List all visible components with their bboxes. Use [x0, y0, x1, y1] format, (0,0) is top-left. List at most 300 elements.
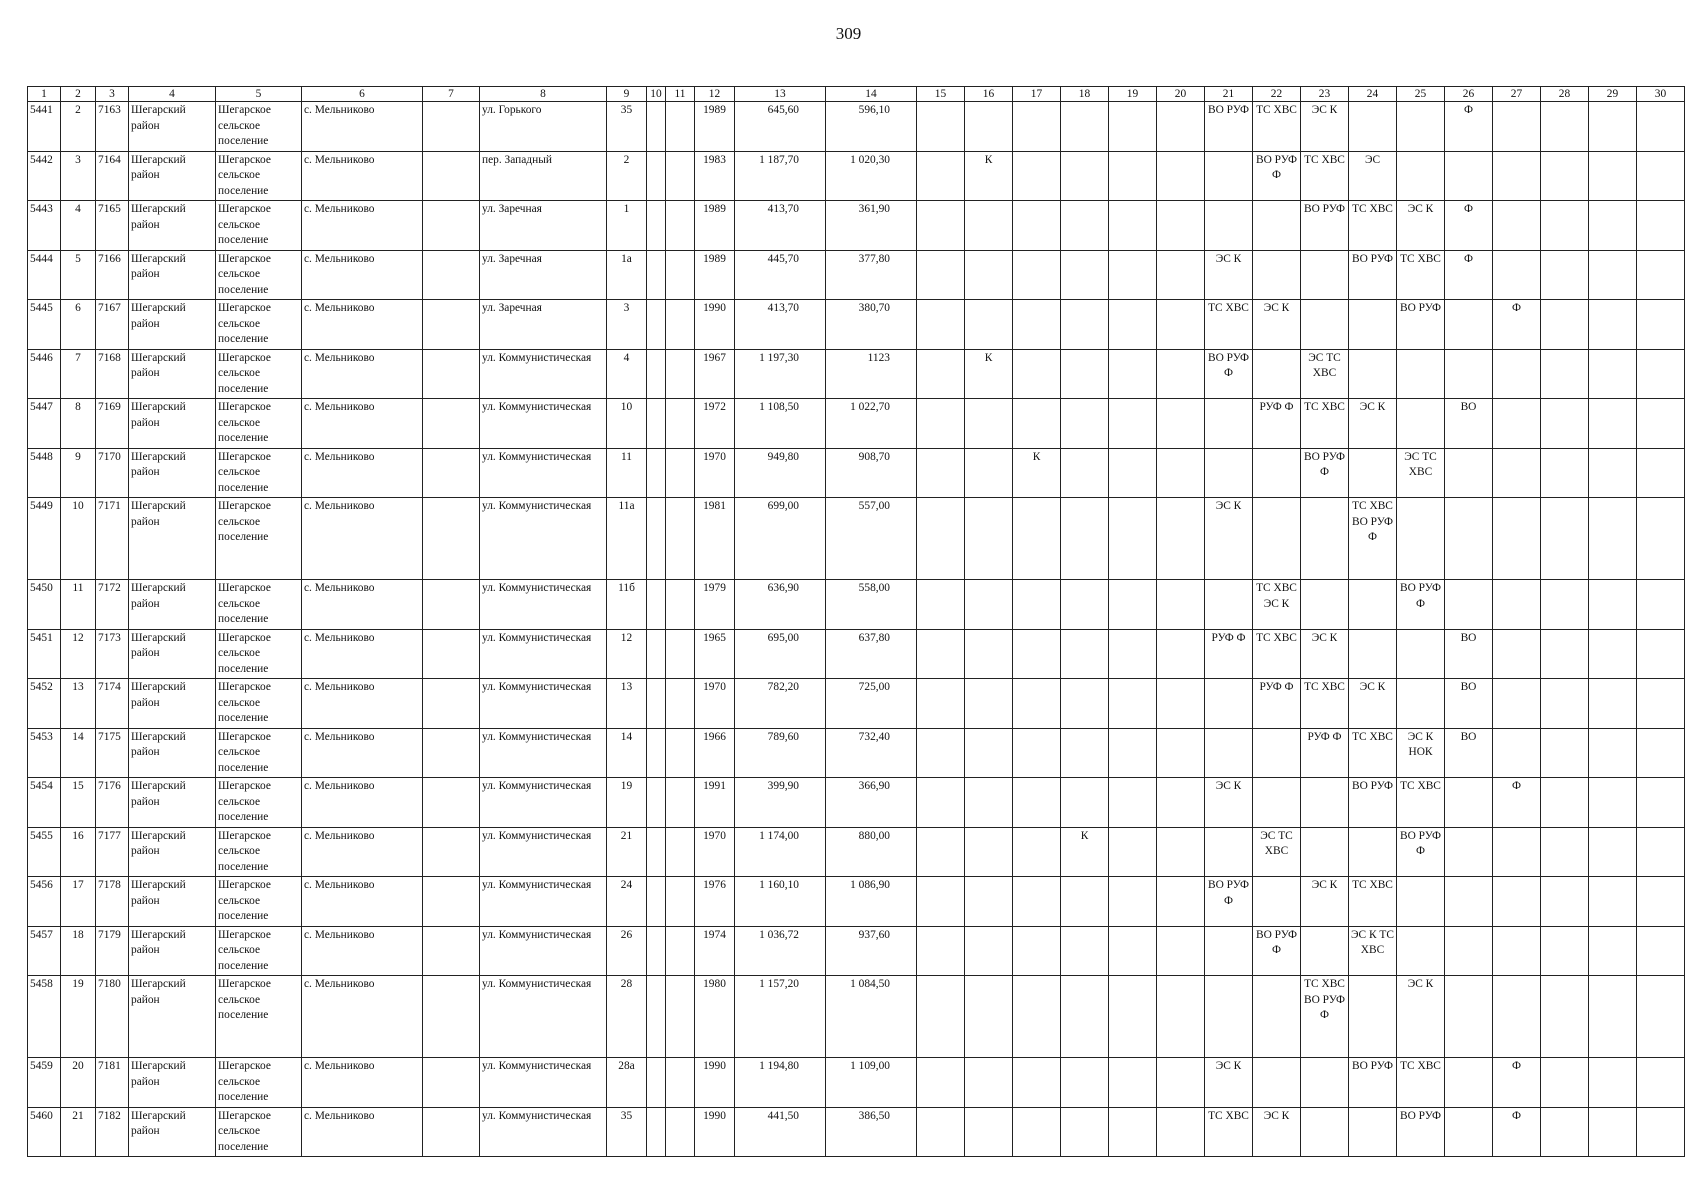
- cell-col-15: [917, 1058, 965, 1108]
- cell-col-17: [1013, 399, 1061, 449]
- cell-col-18: [1061, 201, 1109, 251]
- cell-col-16: К: [965, 349, 1013, 399]
- cell-col-29: [1589, 827, 1637, 877]
- cell-col-29: [1589, 1107, 1637, 1157]
- cell-col-5: Шегарское сельское поселение: [216, 1058, 302, 1108]
- cell-col-19: [1109, 976, 1157, 1058]
- cell-col-26: [1445, 877, 1493, 927]
- cell-col-10: [647, 1058, 666, 1108]
- cell-col-17: [1013, 201, 1061, 251]
- cell-col-16: [965, 448, 1013, 498]
- cell-col-29: [1589, 102, 1637, 152]
- cell-col-6: с. Мельниково: [302, 926, 423, 976]
- cell-col-5: Шегарское сельское поселение: [216, 877, 302, 927]
- cell-col-29: [1589, 300, 1637, 350]
- cell-col-11: [666, 498, 695, 580]
- cell-col-10: [647, 448, 666, 498]
- cell-col-10: [647, 349, 666, 399]
- cell-col-6: с. Мельниково: [302, 151, 423, 201]
- cell-col-26: [1445, 349, 1493, 399]
- cell-col-7: [423, 728, 480, 778]
- cell-col-17: [1013, 349, 1061, 399]
- cell-col-16: [965, 827, 1013, 877]
- cell-col-29: [1589, 728, 1637, 778]
- cell-col-28: [1541, 300, 1589, 350]
- cell-col-4: Шегарский район: [129, 349, 216, 399]
- cell-col-3: 7174: [96, 679, 129, 729]
- cell-col-21: [1205, 580, 1253, 630]
- cell-col-20: [1157, 629, 1205, 679]
- cell-col-29: [1589, 926, 1637, 976]
- cell-col-19: [1109, 926, 1157, 976]
- cell-col-9: 1а: [607, 250, 647, 300]
- cell-col-18: [1061, 580, 1109, 630]
- cell-col-18: [1061, 448, 1109, 498]
- cell-col-28: [1541, 629, 1589, 679]
- cell-col-30: [1637, 201, 1685, 251]
- cell-col-3: 7175: [96, 728, 129, 778]
- cell-col-24: ВО РУФ: [1349, 778, 1397, 828]
- table-row: [28, 250, 1685, 300]
- cell-col-7: [423, 399, 480, 449]
- column-number-25: 25: [1397, 87, 1445, 102]
- cell-col-29: [1589, 778, 1637, 828]
- cell-col-23: ВО РУФ Ф: [1301, 448, 1349, 498]
- cell-col-27: Ф: [1493, 1107, 1541, 1157]
- cell-col-8: ул. Коммунистическая: [480, 877, 607, 927]
- cell-col-24: [1349, 827, 1397, 877]
- cell-col-22: ЭС К: [1253, 300, 1301, 350]
- cell-col-2: 14: [61, 728, 96, 778]
- cell-col-28: [1541, 250, 1589, 300]
- cell-col-5: Шегарское сельское поселение: [216, 778, 302, 828]
- table-row: [28, 102, 1685, 152]
- cell-col-24: [1349, 349, 1397, 399]
- cell-col-8: ул. Коммунистическая: [480, 976, 607, 1058]
- cell-col-9: 35: [607, 1107, 647, 1157]
- cell-col-26: Ф: [1445, 201, 1493, 251]
- cell-col-18: [1061, 399, 1109, 449]
- cell-col-27: [1493, 498, 1541, 580]
- cell-col-2: 13: [61, 679, 96, 729]
- cell-col-14: 1 086,90: [826, 877, 917, 927]
- cell-col-6: с. Мельниково: [302, 580, 423, 630]
- cell-col-25: ТС ХВС: [1397, 1058, 1445, 1108]
- table-row: [28, 201, 1685, 251]
- cell-col-19: [1109, 399, 1157, 449]
- cell-col-4: Шегарский район: [129, 498, 216, 580]
- cell-col-21: [1205, 151, 1253, 201]
- cell-col-23: ЭС ТС ХВС: [1301, 349, 1349, 399]
- cell-col-13: 636,90: [735, 580, 826, 630]
- cell-col-11: [666, 201, 695, 251]
- cell-col-25: ЭС К НОК: [1397, 728, 1445, 778]
- cell-col-17: [1013, 498, 1061, 580]
- cell-col-15: [917, 201, 965, 251]
- cell-col-23: [1301, 827, 1349, 877]
- cell-col-7: [423, 349, 480, 399]
- cell-col-25: [1397, 349, 1445, 399]
- column-number-10: 10: [647, 87, 666, 102]
- cell-col-1: 5441: [28, 102, 61, 152]
- cell-col-11: [666, 778, 695, 828]
- cell-col-10: [647, 976, 666, 1058]
- cell-col-21: [1205, 976, 1253, 1058]
- cell-col-1: 5460: [28, 1107, 61, 1157]
- cell-col-14: 1 109,00: [826, 1058, 917, 1108]
- cell-col-5: Шегарское сельское поселение: [216, 300, 302, 350]
- cell-col-20: [1157, 877, 1205, 927]
- cell-col-1: 5449: [28, 498, 61, 580]
- cell-col-28: [1541, 580, 1589, 630]
- cell-col-17: [1013, 300, 1061, 350]
- cell-col-3: 7167: [96, 300, 129, 350]
- cell-col-25: [1397, 151, 1445, 201]
- cell-col-13: 1 160,10: [735, 877, 826, 927]
- cell-col-23: ЭС К: [1301, 629, 1349, 679]
- cell-col-30: [1637, 399, 1685, 449]
- cell-col-13: 399,90: [735, 778, 826, 828]
- cell-col-29: [1589, 1058, 1637, 1108]
- cell-col-10: [647, 728, 666, 778]
- cell-col-6: с. Мельниково: [302, 877, 423, 927]
- cell-col-21: ЭС К: [1205, 498, 1253, 580]
- cell-col-13: 1 197,30: [735, 349, 826, 399]
- cell-col-20: [1157, 151, 1205, 201]
- cell-col-14: 380,70: [826, 300, 917, 350]
- cell-col-12: 1976: [695, 877, 735, 927]
- cell-col-3: 7173: [96, 629, 129, 679]
- cell-col-22: [1253, 976, 1301, 1058]
- cell-col-8: ул. Коммунистическая: [480, 926, 607, 976]
- cell-col-30: [1637, 778, 1685, 828]
- cell-col-29: [1589, 679, 1637, 729]
- cell-col-7: [423, 201, 480, 251]
- cell-col-23: [1301, 250, 1349, 300]
- cell-col-24: ВО РУФ: [1349, 250, 1397, 300]
- cell-col-11: [666, 1058, 695, 1108]
- cell-col-29: [1589, 580, 1637, 630]
- cell-col-18: К: [1061, 827, 1109, 877]
- cell-col-23: ТС ХВС: [1301, 399, 1349, 449]
- cell-col-5: Шегарское сельское поселение: [216, 250, 302, 300]
- cell-col-22: [1253, 498, 1301, 580]
- cell-col-10: [647, 102, 666, 152]
- cell-col-24: [1349, 1107, 1397, 1157]
- cell-col-25: [1397, 498, 1445, 580]
- cell-col-2: 2: [61, 102, 96, 152]
- cell-col-25: [1397, 877, 1445, 927]
- cell-col-26: Ф: [1445, 102, 1493, 152]
- cell-col-3: 7181: [96, 1058, 129, 1108]
- cell-col-24: ТС ХВС: [1349, 728, 1397, 778]
- cell-col-6: с. Мельниково: [302, 728, 423, 778]
- cell-col-9: 14: [607, 728, 647, 778]
- cell-col-17: [1013, 629, 1061, 679]
- table-row: [28, 448, 1685, 498]
- column-number-3: 3: [96, 87, 129, 102]
- cell-col-20: [1157, 679, 1205, 729]
- cell-col-14: 880,00: [826, 827, 917, 877]
- cell-col-22: [1253, 778, 1301, 828]
- column-number-17: 17: [1013, 87, 1061, 102]
- cell-col-11: [666, 102, 695, 152]
- cell-col-16: [965, 728, 1013, 778]
- cell-col-1: 5447: [28, 399, 61, 449]
- column-number-16: 16: [965, 87, 1013, 102]
- column-number-11: 11: [666, 87, 695, 102]
- cell-col-20: [1157, 300, 1205, 350]
- cell-col-15: [917, 498, 965, 580]
- cell-col-14: 1 084,50: [826, 976, 917, 1058]
- cell-col-20: [1157, 498, 1205, 580]
- cell-col-13: 413,70: [735, 201, 826, 251]
- cell-col-3: 7178: [96, 877, 129, 927]
- cell-col-12: 1990: [695, 300, 735, 350]
- cell-col-23: ТС ХВС ВО РУФ Ф: [1301, 976, 1349, 1058]
- cell-col-11: [666, 877, 695, 927]
- table-row: [28, 1107, 1685, 1157]
- cell-col-30: [1637, 926, 1685, 976]
- cell-col-9: 11а: [607, 498, 647, 580]
- table-row: [28, 778, 1685, 828]
- cell-col-6: с. Мельниково: [302, 300, 423, 350]
- cell-col-12: 1972: [695, 399, 735, 449]
- cell-col-24: ТС ХВС: [1349, 201, 1397, 251]
- cell-col-8: ул. Коммунистическая: [480, 448, 607, 498]
- cell-col-17: [1013, 102, 1061, 152]
- cell-col-9: 28: [607, 976, 647, 1058]
- cell-col-2: 10: [61, 498, 96, 580]
- cell-col-27: [1493, 399, 1541, 449]
- cell-col-25: ЭС К: [1397, 201, 1445, 251]
- cell-col-18: [1061, 976, 1109, 1058]
- cell-col-16: [965, 1058, 1013, 1108]
- table-row: [28, 827, 1685, 877]
- cell-col-16: [965, 679, 1013, 729]
- cell-col-19: [1109, 827, 1157, 877]
- cell-col-2: 5: [61, 250, 96, 300]
- cell-col-10: [647, 629, 666, 679]
- cell-col-12: 1970: [695, 679, 735, 729]
- cell-col-2: 21: [61, 1107, 96, 1157]
- cell-col-25: ВО РУФ Ф: [1397, 827, 1445, 877]
- cell-col-26: [1445, 300, 1493, 350]
- cell-col-13: 1 108,50: [735, 399, 826, 449]
- table-body: [28, 102, 1685, 1157]
- table-row: [28, 1058, 1685, 1108]
- table-row: [28, 629, 1685, 679]
- cell-col-5: Шегарское сельское поселение: [216, 926, 302, 976]
- cell-col-6: с. Мельниково: [302, 498, 423, 580]
- cell-col-7: [423, 300, 480, 350]
- cell-col-2: 6: [61, 300, 96, 350]
- cell-col-9: 35: [607, 102, 647, 152]
- cell-col-20: [1157, 728, 1205, 778]
- cell-col-7: [423, 827, 480, 877]
- cell-col-19: [1109, 151, 1157, 201]
- cell-col-21: ТС ХВС: [1205, 1107, 1253, 1157]
- cell-col-23: [1301, 498, 1349, 580]
- cell-col-26: ВО: [1445, 629, 1493, 679]
- cell-col-12: 1970: [695, 448, 735, 498]
- cell-col-19: [1109, 728, 1157, 778]
- cell-col-27: Ф: [1493, 300, 1541, 350]
- column-number-15: 15: [917, 87, 965, 102]
- cell-col-17: [1013, 679, 1061, 729]
- cell-col-30: [1637, 580, 1685, 630]
- cell-col-27: [1493, 877, 1541, 927]
- table-row: [28, 877, 1685, 927]
- cell-col-25: ТС ХВС: [1397, 250, 1445, 300]
- cell-col-22: [1253, 877, 1301, 927]
- cell-col-20: [1157, 349, 1205, 399]
- cell-col-7: [423, 877, 480, 927]
- cell-col-11: [666, 151, 695, 201]
- cell-col-30: [1637, 498, 1685, 580]
- cell-col-3: 7170: [96, 448, 129, 498]
- column-number-19: 19: [1109, 87, 1157, 102]
- cell-col-30: [1637, 827, 1685, 877]
- cell-col-16: [965, 580, 1013, 630]
- cell-col-1: 5442: [28, 151, 61, 201]
- cell-col-14: 557,00: [826, 498, 917, 580]
- cell-col-1: 5457: [28, 926, 61, 976]
- cell-col-28: [1541, 102, 1589, 152]
- cell-col-12: 1990: [695, 1107, 735, 1157]
- cell-col-8: ул. Заречная: [480, 250, 607, 300]
- cell-col-21: РУФ Ф: [1205, 629, 1253, 679]
- cell-col-29: [1589, 629, 1637, 679]
- cell-col-15: [917, 728, 965, 778]
- cell-col-25: [1397, 679, 1445, 729]
- cell-col-11: [666, 1107, 695, 1157]
- cell-col-22: [1253, 1058, 1301, 1108]
- cell-col-19: [1109, 300, 1157, 350]
- cell-col-27: [1493, 102, 1541, 152]
- cell-col-20: [1157, 778, 1205, 828]
- cell-col-9: 28а: [607, 1058, 647, 1108]
- cell-col-11: [666, 728, 695, 778]
- cell-col-8: ул. Коммунистическая: [480, 778, 607, 828]
- cell-col-21: [1205, 679, 1253, 729]
- cell-col-22: [1253, 349, 1301, 399]
- cell-col-27: [1493, 679, 1541, 729]
- cell-col-4: Шегарский район: [129, 102, 216, 152]
- cell-col-2: 3: [61, 151, 96, 201]
- cell-col-23: [1301, 1107, 1349, 1157]
- cell-col-16: [965, 976, 1013, 1058]
- cell-col-17: К: [1013, 448, 1061, 498]
- cell-col-26: [1445, 498, 1493, 580]
- cell-col-9: 11: [607, 448, 647, 498]
- cell-col-27: [1493, 151, 1541, 201]
- cell-col-16: [965, 498, 1013, 580]
- column-number-7: 7: [423, 87, 480, 102]
- cell-col-24: ВО РУФ: [1349, 1058, 1397, 1108]
- column-number-24: 24: [1349, 87, 1397, 102]
- cell-col-5: Шегарское сельское поселение: [216, 498, 302, 580]
- cell-col-2: 11: [61, 580, 96, 630]
- cell-col-4: Шегарский район: [129, 976, 216, 1058]
- cell-col-14: 366,90: [826, 778, 917, 828]
- cell-col-10: [647, 580, 666, 630]
- cell-col-12: 1990: [695, 1058, 735, 1108]
- cell-col-11: [666, 300, 695, 350]
- cell-col-29: [1589, 877, 1637, 927]
- table-row: [28, 976, 1685, 1058]
- cell-col-6: с. Мельниково: [302, 1107, 423, 1157]
- cell-col-24: ЭС: [1349, 151, 1397, 201]
- cell-col-1: 5450: [28, 580, 61, 630]
- column-number-18: 18: [1061, 87, 1109, 102]
- cell-col-2: 12: [61, 629, 96, 679]
- cell-col-8: ул. Коммунистическая: [480, 679, 607, 729]
- cell-col-8: ул. Коммунистическая: [480, 827, 607, 877]
- cell-col-3: 7171: [96, 498, 129, 580]
- cell-col-4: Шегарский район: [129, 679, 216, 729]
- cell-col-25: [1397, 399, 1445, 449]
- cell-col-1: 5453: [28, 728, 61, 778]
- cell-col-24: ЭС К ТС ХВС: [1349, 926, 1397, 976]
- cell-col-12: 1989: [695, 102, 735, 152]
- cell-col-28: [1541, 448, 1589, 498]
- column-number-9: 9: [607, 87, 647, 102]
- cell-col-19: [1109, 877, 1157, 927]
- cell-col-2: 17: [61, 877, 96, 927]
- cell-col-10: [647, 300, 666, 350]
- cell-col-6: с. Мельниково: [302, 679, 423, 729]
- cell-col-9: 21: [607, 827, 647, 877]
- cell-col-24: [1349, 629, 1397, 679]
- cell-col-13: 645,60: [735, 102, 826, 152]
- cell-col-25: ВО РУФ: [1397, 1107, 1445, 1157]
- cell-col-10: [647, 877, 666, 927]
- cell-col-14: 377,80: [826, 250, 917, 300]
- cell-col-6: с. Мельниково: [302, 448, 423, 498]
- cell-col-20: [1157, 926, 1205, 976]
- cell-col-30: [1637, 679, 1685, 729]
- cell-col-13: 782,20: [735, 679, 826, 729]
- cell-col-17: [1013, 926, 1061, 976]
- cell-col-11: [666, 629, 695, 679]
- cell-col-12: 1989: [695, 250, 735, 300]
- cell-col-5: Шегарское сельское поселение: [216, 629, 302, 679]
- cell-col-28: [1541, 827, 1589, 877]
- cell-col-15: [917, 399, 965, 449]
- cell-col-14: 361,90: [826, 201, 917, 251]
- column-number-12: 12: [695, 87, 735, 102]
- cell-col-26: [1445, 1058, 1493, 1108]
- cell-col-17: [1013, 976, 1061, 1058]
- cell-col-4: Шегарский район: [129, 877, 216, 927]
- cell-col-9: 3: [607, 300, 647, 350]
- cell-col-21: [1205, 827, 1253, 877]
- cell-col-10: [647, 399, 666, 449]
- cell-col-28: [1541, 926, 1589, 976]
- cell-col-7: [423, 629, 480, 679]
- cell-col-21: [1205, 448, 1253, 498]
- cell-col-9: 24: [607, 877, 647, 927]
- cell-col-8: ул. Коммунистическая: [480, 399, 607, 449]
- cell-col-25: ТС ХВС: [1397, 778, 1445, 828]
- cell-col-30: [1637, 976, 1685, 1058]
- cell-col-16: [965, 250, 1013, 300]
- cell-col-22: ТС ХВС: [1253, 629, 1301, 679]
- cell-col-30: [1637, 349, 1685, 399]
- cell-col-30: [1637, 629, 1685, 679]
- cell-col-24: [1349, 976, 1397, 1058]
